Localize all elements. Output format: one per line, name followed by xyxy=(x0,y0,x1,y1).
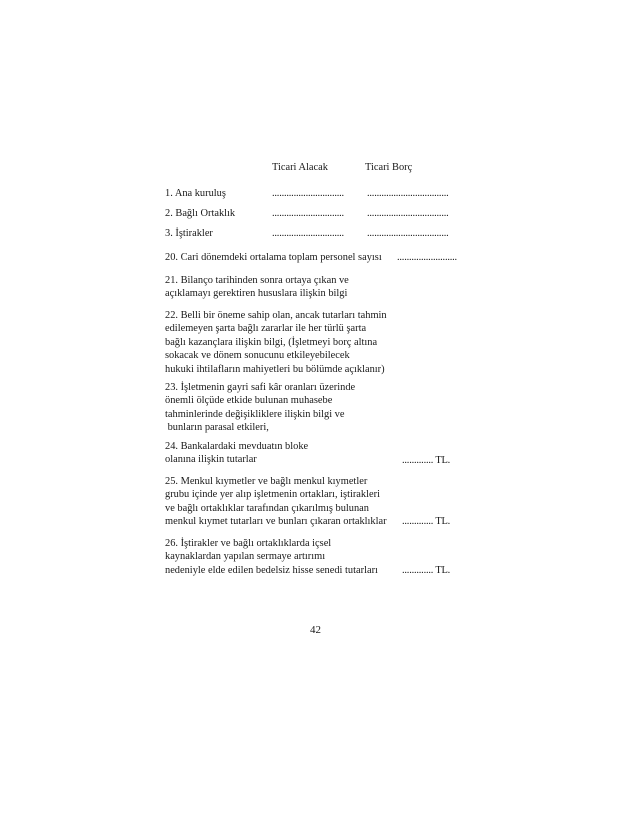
item-25-line: grubu içinde yer alıp işletmenin ortakları, iştirakleri xyxy=(165,489,380,501)
row-dots-borc: .................................. xyxy=(367,228,449,239)
row-dots-alacak: .............................. xyxy=(272,188,344,199)
item-23-line: bunların parasal etkileri, xyxy=(165,422,269,434)
item-26-line: 26. İştirakler ve bağlı ortaklıklarda içsel xyxy=(165,538,332,549)
row-dots-alacak: .............................. xyxy=(272,228,344,239)
item-24 xyxy=(165,440,308,467)
item-25 xyxy=(165,475,387,529)
item-22-line: 22. Belli bir öneme sahip olan, ancak tutarları tahmin xyxy=(165,310,387,321)
item-20-dots: ......................... xyxy=(397,252,457,263)
item-25-line: menkul kıymet tutarları ve bunları çıkaran ortaklıklar xyxy=(165,516,387,528)
item-22-line: sokacak ve dönem sonucunu etkileyebilecek xyxy=(165,350,350,362)
item-20-text: 20. Cari dönemdeki ortalama toplam personel sayısı xyxy=(165,252,382,263)
item-21-line: 21. Bilanço tarihinden sonra ortaya çıkan ve xyxy=(165,275,349,286)
row-label: 2. Bağlı Ortaklık xyxy=(165,208,236,219)
item-24-amount: ............. TL. xyxy=(402,455,451,466)
item-26 xyxy=(165,537,378,577)
item-26-line: nedeniyle elde edilen bedelsiz hisse senedi tutarları xyxy=(165,564,378,576)
item-25-line: 25. Menkul kıymetler ve bağlı menkul kıymetler xyxy=(165,476,368,487)
item-22-line: hukuki ihtilafların mahiyetleri bu bölümde açıklanır) xyxy=(165,363,385,375)
item-23 xyxy=(165,381,355,435)
item-24-line: 24. Bankalardaki mevduatın bloke xyxy=(165,441,309,452)
item-24-line: olanına ilişkin tutarlar xyxy=(165,454,257,466)
item-23-line: tahminlerinde değişikliklere ilişkin bilgi ve xyxy=(165,408,345,420)
page-number: 42 xyxy=(310,624,321,636)
row-label: 1. Ana kuruluş xyxy=(165,188,226,199)
item-23-line: önemli ölçüde etkide bulunan muhasebe xyxy=(165,395,333,407)
item-25-line: ve bağlı ortaklıklar tarafından çıkarılmış bulunan xyxy=(165,502,369,514)
row-dots-borc: .................................. xyxy=(367,208,449,219)
item-22-line: edilemeyen şarta bağlı zararlar ile her türlü şarta xyxy=(165,323,367,335)
column-header-ticari-borc: Ticari Borç xyxy=(365,162,413,173)
row-label: 3. İştirakler xyxy=(165,228,213,239)
item-23-line: 23. İşletmenin gayri safi kâr oranları üzerinde xyxy=(165,382,356,393)
item-22-line: bağlı kazançlara ilişkin bilgi, (İşletmeyi borç altına xyxy=(165,336,378,348)
item-22 xyxy=(165,309,387,376)
item-21 xyxy=(165,274,349,301)
item-26-line: kaynaklardan yapılan sermaye artırımı xyxy=(165,551,326,563)
item-25-amount: ............. TL. xyxy=(402,516,451,527)
item-21-line: açıklamayı gerektiren hususlara ilişkin bilgi xyxy=(165,288,348,300)
item-26-amount: ............. TL. xyxy=(402,565,451,576)
row-dots-borc: .................................. xyxy=(367,188,449,199)
column-header-ticari-alacak: Ticari Alacak xyxy=(272,162,328,173)
row-dots-alacak: .............................. xyxy=(272,208,344,219)
